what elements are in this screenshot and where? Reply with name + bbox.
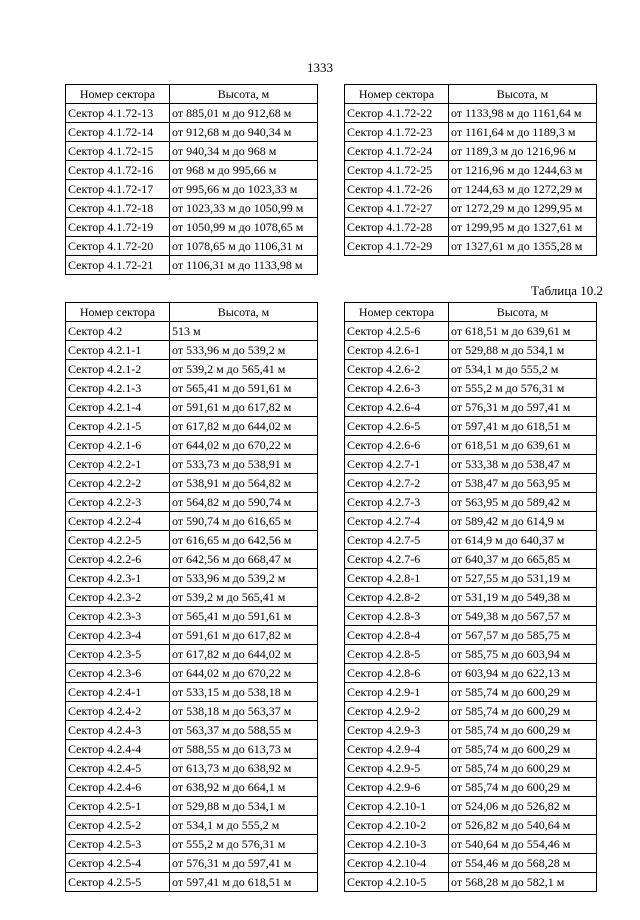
table-row [66,531,318,550]
height-cell: от 1161,64 м до 1189,3 м [449,123,597,142]
sector-cell: Сектор 4.2.3-6 [66,664,170,683]
height-cell: от 527,55 м до 531,19 м [449,569,597,588]
height-cell: от 576,31 м до 597,41 м [449,398,597,417]
height-cell: от 614,9 м до 640,37 м [449,531,597,550]
table-row [66,474,318,493]
sector-cell: Сектор 4.2.10-3 [345,835,449,854]
table-header-row [345,85,597,104]
height-cell: от 588,55 м до 613,73 м [170,740,318,759]
sector-height-table [344,302,597,892]
table-row [345,436,597,455]
sector-cell: Сектор 4.2.5-5 [66,873,170,892]
table-row [66,398,318,417]
sector-cell: Сектор 4.1.72-25 [345,161,449,180]
height-cell: от 1078,65 м до 1106,31 м [170,237,318,256]
table-row [66,142,318,161]
sector-column-header: Номер сектора [345,85,449,104]
sector-cell: Сектор 4.2.3-1 [66,569,170,588]
table-row [66,683,318,702]
table-row [66,835,318,854]
height-cell: от 564,82 м до 590,74 м [170,493,318,512]
sector-cell: Сектор 4.2.6-4 [345,398,449,417]
sector-cell: Сектор 4.2.4-2 [66,702,170,721]
sector-cell: Сектор 4.2.8-1 [345,569,449,588]
height-column-header: Высота, м [449,303,597,322]
sector-cell: Сектор 4.1.72-15 [66,142,170,161]
height-cell: от 534,1 м до 555,2 м [170,816,318,835]
sector-cell: Сектор 4.2.9-4 [345,740,449,759]
table-row [345,455,597,474]
table-row [345,398,597,417]
height-cell: от 585,74 м до 600,29 м [449,702,597,721]
table-row [66,417,318,436]
height-cell: от 1189,3 м до 1216,96 м [449,142,597,161]
height-cell: от 533,73 м до 538,91 м [170,455,318,474]
sector-cell: Сектор 4.2.4-1 [66,683,170,702]
height-column-header: Высота, м [170,303,318,322]
table-row [345,512,597,531]
sector-cell: Сектор 4.2.5-1 [66,797,170,816]
table-row [345,759,597,778]
table-row [345,854,597,873]
height-cell: от 529,88 м до 534,1 м [449,341,597,360]
height-cell: от 617,82 м до 644,02 м [170,645,318,664]
sector-cell: Сектор 4.2.8-4 [345,626,449,645]
sector-cell: Сектор 4.2.2-5 [66,531,170,550]
height-cell: от 616,65 м до 642,56 м [170,531,318,550]
table-row [345,835,597,854]
sector-cell: Сектор 4.1.72-29 [345,237,449,256]
height-cell: от 585,74 м до 600,29 м [449,778,597,797]
table-row [345,142,597,161]
sector-cell: Сектор 4.2.10-4 [345,854,449,873]
sector-cell: Сектор 4.2.9-3 [345,721,449,740]
sector-height-table [65,302,318,892]
table-row [345,645,597,664]
height-cell: от 591,61 м до 617,82 м [170,398,318,417]
table-row [345,474,597,493]
sector-cell: Сектор 4.2.6-6 [345,436,449,455]
sector-cell: Сектор 4.2.2-2 [66,474,170,493]
height-cell: от 618,51 м до 639,61 м [449,436,597,455]
height-cell: от 533,38 м до 538,47 м [449,455,597,474]
height-cell: от 1023,33 м до 1050,99 м [170,199,318,218]
sector-cell: Сектор 4.2.8-6 [345,664,449,683]
height-cell: от 1216,96 м до 1244,63 м [449,161,597,180]
height-cell: от 642,56 м до 668,47 м [170,550,318,569]
sector-cell: Сектор 4.2.6-5 [345,417,449,436]
table-row [66,512,318,531]
sector-height-table [65,84,318,275]
table-row [66,569,318,588]
height-cell: от 526,82 м до 540,64 м [449,816,597,835]
sector-cell: Сектор 4.2.1-6 [66,436,170,455]
sector-cell: Сектор 4.2.3-3 [66,607,170,626]
sector-cell: Сектор 4.2.5-2 [66,816,170,835]
sector-cell: Сектор 4.1.72-13 [66,104,170,123]
sector-cell: Сектор 4.2.8-2 [345,588,449,607]
height-cell: от 538,47 м до 563,95 м [449,474,597,493]
sector-cell: Сектор 4.2.8-3 [345,607,449,626]
sector-column-header: Номер сектора [66,85,170,104]
table-header-row [345,303,597,322]
sector-cell: Сектор 4.2.2-6 [66,550,170,569]
sector-cell: Сектор 4.1.72-21 [66,256,170,275]
height-cell: от 1244,63 м до 1272,29 м [449,180,597,199]
height-cell: от 568,28 м до 582,1 м [449,873,597,892]
height-cell: от 585,75 м до 603,94 м [449,645,597,664]
height-cell: от 555,2 м до 576,31 м [449,379,597,398]
height-cell: от 524,06 м до 526,82 м [449,797,597,816]
table-row [345,873,597,892]
height-cell: от 563,95 м до 589,42 м [449,493,597,512]
table-row [345,721,597,740]
table-row [66,607,318,626]
table-row [345,180,597,199]
sector-cell: Сектор 4.2 [66,322,170,341]
sector-cell: Сектор 4.2.2-3 [66,493,170,512]
sector-cell: Сектор 4.1.72-18 [66,199,170,218]
height-cell: от 585,74 м до 600,29 м [449,683,597,702]
table-row [66,645,318,664]
table-row [66,626,318,645]
table-row [66,436,318,455]
height-cell: от 539,2 м до 565,41 м [170,588,318,607]
sector-cell: Сектор 4.1.72-26 [345,180,449,199]
table-row [345,341,597,360]
sector-height-table [344,84,597,256]
sector-cell: Сектор 4.1.72-17 [66,180,170,199]
sector-cell: Сектор 4.2.6-1 [345,341,449,360]
sector-cell: Сектор 4.2.2-1 [66,455,170,474]
sector-cell: Сектор 4.2.7-3 [345,493,449,512]
sector-cell: Сектор 4.2.1-4 [66,398,170,417]
sector-cell: Сектор 4.2.6-2 [345,360,449,379]
table-row [345,199,597,218]
height-cell: от 1327,61 м до 1355,28 м [449,237,597,256]
table-row [66,322,318,341]
height-cell: от 590,74 м до 616,65 м [170,512,318,531]
sector-cell: Сектор 4.2.1-2 [66,360,170,379]
table-row [66,816,318,835]
table-row [345,778,597,797]
height-cell: от 534,1 м до 555,2 м [449,360,597,379]
sector-column-header: Номер сектора [66,303,170,322]
height-cell: от 644,02 м до 670,22 м [170,664,318,683]
table-header-row [66,85,318,104]
sector-column-header: Номер сектора [345,303,449,322]
height-cell: от 1106,31 м до 1133,98 м [170,256,318,275]
height-cell: от 1272,29 м до 1299,95 м [449,199,597,218]
table-row [66,550,318,569]
height-cell: от 591,61 м до 617,82 м [170,626,318,645]
sector-cell: Сектор 4.2.7-6 [345,550,449,569]
sector-cell: Сектор 4.2.4-6 [66,778,170,797]
table-row [345,218,597,237]
height-cell: от 554,46 м до 568,28 м [449,854,597,873]
height-cell: от 533,96 м до 539,2 м [170,569,318,588]
sector-cell: Сектор 4.2.9-5 [345,759,449,778]
height-cell: от 585,74 м до 600,29 м [449,740,597,759]
height-cell: 513 м [170,322,318,341]
height-cell: от 640,37 м до 665,85 м [449,550,597,569]
height-cell: от 995,66 м до 1023,33 м [170,180,318,199]
sector-cell: Сектор 4.2.10-1 [345,797,449,816]
table-row [345,797,597,816]
table-row [345,379,597,398]
sector-cell: Сектор 4.1.72-16 [66,161,170,180]
sector-cell: Сектор 4.1.72-20 [66,237,170,256]
sector-cell: Сектор 4.2.9-1 [345,683,449,702]
height-cell: от 968 м до 995,66 м [170,161,318,180]
table-row [66,854,318,873]
height-cell: от 585,74 м до 600,29 м [449,759,597,778]
table-row [66,664,318,683]
sector-cell: Сектор 4.2.4-4 [66,740,170,759]
sector-cell: Сектор 4.2.5-6 [345,322,449,341]
height-cell: от 565,41 м до 591,61 м [170,607,318,626]
table-row [345,493,597,512]
height-cell: от 531,19 м до 549,38 м [449,588,597,607]
height-cell: от 540,64 м до 554,46 м [449,835,597,854]
height-cell: от 555,2 м до 576,31 м [170,835,318,854]
sector-cell: Сектор 4.1.72-27 [345,199,449,218]
sector-cell: Сектор 4.2.9-6 [345,778,449,797]
table-row [345,588,597,607]
sector-cell: Сектор 4.2.4-3 [66,721,170,740]
table-row [345,607,597,626]
table-row [345,683,597,702]
sector-cell: Сектор 4.1.72-22 [345,104,449,123]
sector-cell: Сектор 4.2.4-5 [66,759,170,778]
sector-cell: Сектор 4.2.10-5 [345,873,449,892]
sector-cell: Сектор 4.2.7-4 [345,512,449,531]
table-row [66,797,318,816]
sector-cell: Сектор 4.1.72-23 [345,123,449,142]
table-row [66,256,318,275]
sector-cell: Сектор 4.2.9-2 [345,702,449,721]
height-cell: от 563,37 м до 588,55 м [170,721,318,740]
table-caption: Таблица 10.2 [531,283,603,298]
sector-cell: Сектор 4.2.5-3 [66,835,170,854]
height-cell: от 585,74 м до 600,29 м [449,721,597,740]
sector-cell: Сектор 4.2.2-4 [66,512,170,531]
sector-cell: Сектор 4.2.1-1 [66,341,170,360]
height-column-header: Высота, м [170,85,318,104]
height-column-header: Высота, м [449,85,597,104]
table-row [345,104,597,123]
table-row [66,759,318,778]
sector-cell: Сектор 4.2.5-4 [66,854,170,873]
table-row [66,123,318,142]
table-row [66,180,318,199]
sector-cell: Сектор 4.1.72-19 [66,218,170,237]
height-cell: от 533,15 м до 538,18 м [170,683,318,702]
table-row [345,531,597,550]
table-row [66,237,318,256]
table-row [345,816,597,835]
height-cell: от 549,38 м до 567,57 м [449,607,597,626]
table-row [345,417,597,436]
table-row [345,664,597,683]
sector-cell: Сектор 4.2.10-2 [345,816,449,835]
table-header-row [66,303,318,322]
height-cell: от 538,18 м до 563,37 м [170,702,318,721]
height-cell: от 597,41 м до 618,51 м [170,873,318,892]
table-row [345,569,597,588]
sector-cell: Сектор 4.2.8-5 [345,645,449,664]
table-row [345,740,597,759]
table-row [66,778,318,797]
table-row [345,550,597,569]
sector-cell: Сектор 4.1.72-14 [66,123,170,142]
height-cell: от 565,41 м до 591,61 м [170,379,318,398]
height-cell: от 538,91 м до 564,82 м [170,474,318,493]
height-cell: от 638,92 м до 664,1 м [170,778,318,797]
sector-cell: Сектор 4.2.1-3 [66,379,170,398]
table-row [66,341,318,360]
height-cell: от 1299,95 м до 1327,61 м [449,218,597,237]
table-row [66,588,318,607]
table-row [66,873,318,892]
table-row [345,360,597,379]
table-row [66,104,318,123]
sector-cell: Сектор 4.2.6-3 [345,379,449,398]
height-cell: от 613,73 м до 638,92 м [170,759,318,778]
height-cell: от 618,51 м до 639,61 м [449,322,597,341]
table-row [66,360,318,379]
table-row [66,740,318,759]
height-cell: от 617,82 м до 644,02 м [170,417,318,436]
height-cell: от 912,68 м до 940,34 м [170,123,318,142]
height-cell: от 597,41 м до 618,51 м [449,417,597,436]
height-cell: от 576,31 м до 597,41 м [170,854,318,873]
height-cell: от 885,01 м до 912,68 м [170,104,318,123]
table-row [66,199,318,218]
table-row [345,626,597,645]
height-cell: от 539,2 м до 565,41 м [170,360,318,379]
height-cell: от 940,34 м до 968 м [170,142,318,161]
height-cell: от 644,02 м до 670,22 м [170,436,318,455]
table-row [345,123,597,142]
height-cell: от 1050,99 м до 1078,65 м [170,218,318,237]
table-row [66,493,318,512]
sector-cell: Сектор 4.2.1-5 [66,417,170,436]
sector-cell: Сектор 4.2.7-2 [345,474,449,493]
table-row [66,379,318,398]
table-row [345,702,597,721]
sector-cell: Сектор 4.1.72-24 [345,142,449,161]
table-row [345,322,597,341]
table-row [345,237,597,256]
height-cell: от 1133,98 м до 1161,64 м [449,104,597,123]
table-row [66,218,318,237]
height-cell: от 603,94 м до 622,13 м [449,664,597,683]
sector-cell: Сектор 4.2.3-5 [66,645,170,664]
page-number: 1333 [307,60,333,75]
sector-cell: Сектор 4.2.3-2 [66,588,170,607]
table-row [66,721,318,740]
sector-cell: Сектор 4.2.7-1 [345,455,449,474]
table-row [66,161,318,180]
height-cell: от 589,42 м до 614,9 м [449,512,597,531]
height-cell: от 567,57 м до 585,75 м [449,626,597,645]
sector-cell: Сектор 4.2.7-5 [345,531,449,550]
table-row [66,455,318,474]
height-cell: от 533,96 м до 539,2 м [170,341,318,360]
sector-cell: Сектор 4.1.72-28 [345,218,449,237]
height-cell: от 529,88 м до 534,1 м [170,797,318,816]
table-row [66,702,318,721]
table-row [345,161,597,180]
sector-cell: Сектор 4.2.3-4 [66,626,170,645]
